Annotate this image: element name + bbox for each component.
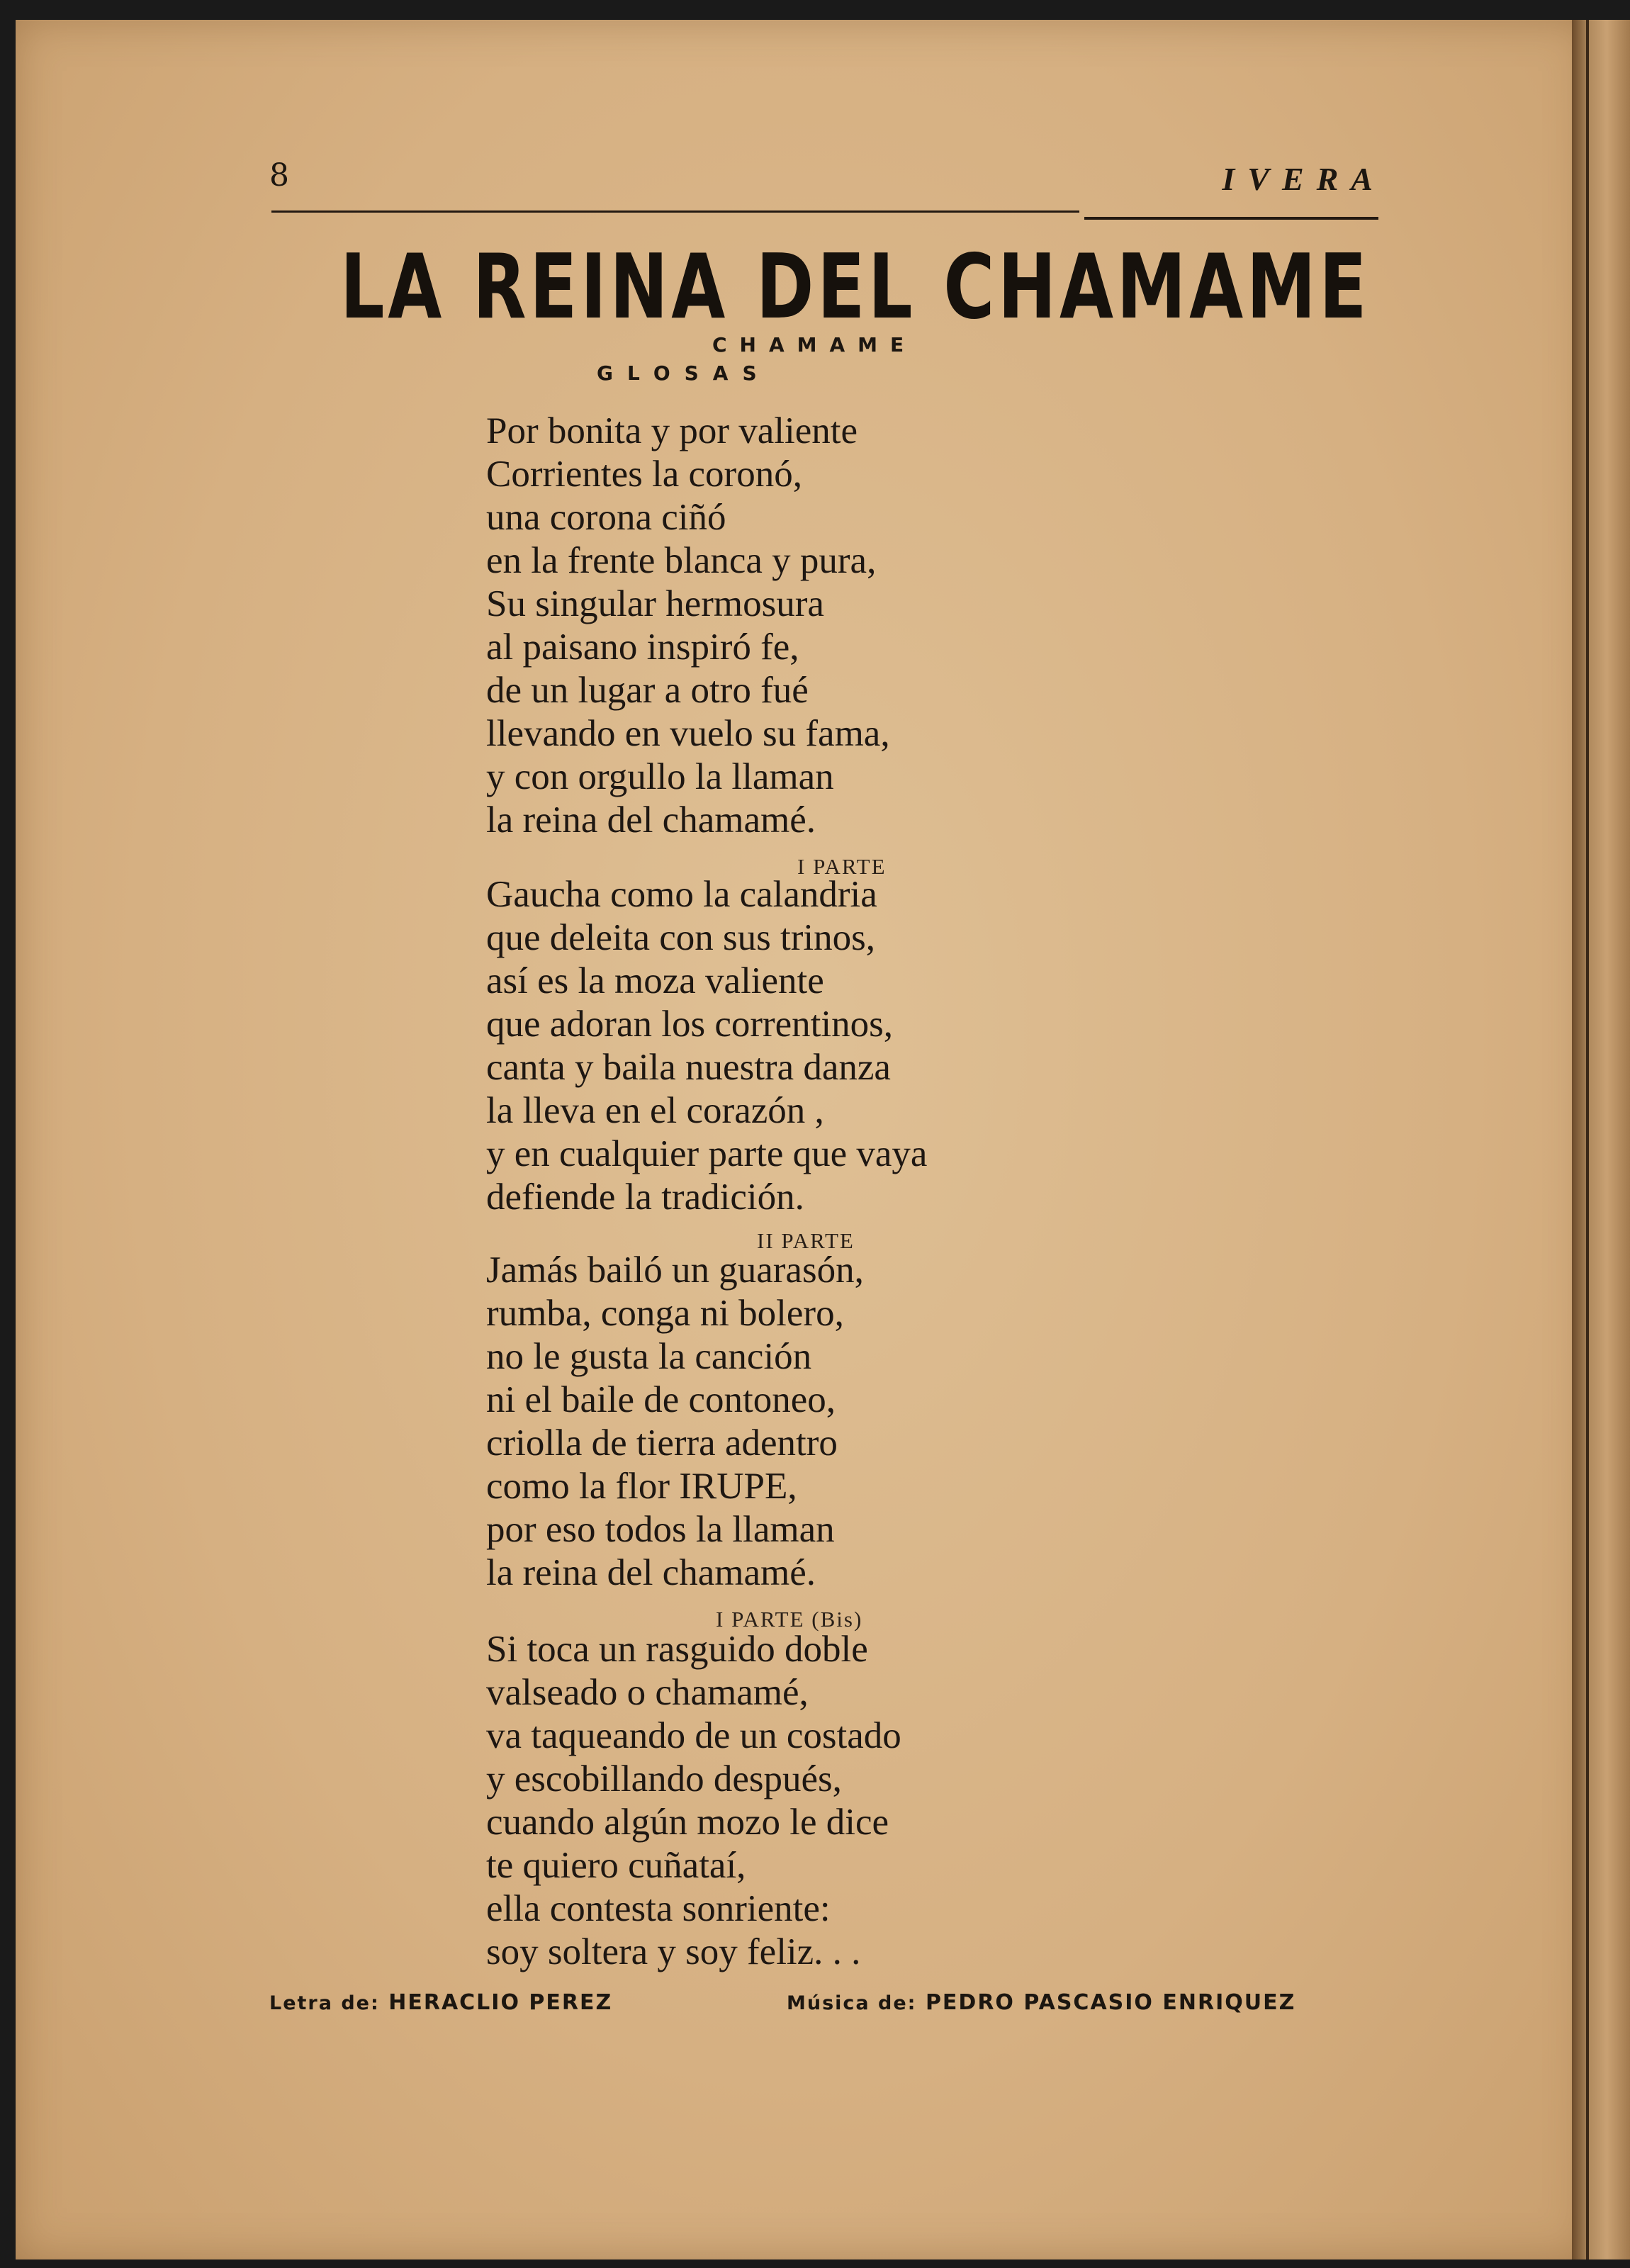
subgenre-label: GLOSAS (597, 361, 771, 385)
verse-line: Si toca un rasguido doble (486, 1629, 868, 1670)
verse-line: cuando algún mozo le dice (486, 1802, 889, 1843)
verse-line: y en cualquier parte que vaya (486, 1133, 928, 1174)
music-credit-label: Música de: (787, 1992, 917, 2014)
verse-line: que deleita con sus trinos, (486, 917, 876, 958)
verse-line: por eso todos la llaman (486, 1509, 835, 1550)
verse-line: canta y baila nuestra danza (486, 1047, 891, 1088)
verse-line: una corona ciñó (486, 497, 726, 538)
stanza-i-parte-bis (486, 1628, 1124, 1974)
song-title: LA REINA DEL CHAMAME (340, 235, 1371, 339)
binding-edge (1586, 20, 1589, 2259)
verse-line: que adoran los correntinos, (486, 1004, 893, 1045)
page-number: 8 (269, 157, 289, 193)
verse-line: defiende la tradición. (486, 1177, 804, 1218)
genre-label: CHAMAME (712, 333, 917, 357)
verse-line: como la flor IRUPE, (486, 1466, 797, 1507)
verse-line: en la frente blanca y pura, (486, 540, 877, 581)
verse-line: así es la moza valiente (486, 960, 824, 1001)
stanza-ii-parte (486, 1249, 1124, 1595)
publication-title: IVERA (1222, 161, 1386, 197)
verse-line: va taqueando de un costado (486, 1715, 901, 1756)
music-credit (787, 1990, 1295, 2015)
verse-line: llevando en vuelo su fama, (486, 713, 890, 754)
verse-line: criolla de tierra adentro (486, 1422, 838, 1464)
lyrics-credit-label: Letra de: (269, 1992, 380, 2014)
section-label-i-parte: I PARTE (797, 854, 887, 879)
verse-line: ni el baile de contoneo, (486, 1379, 836, 1420)
verse-line: Gaucha como la calandria (486, 874, 877, 915)
lyrics-credit-author: HERACLIO PEREZ (388, 1990, 613, 2015)
verse-line: y con orgullo la llaman (486, 756, 834, 797)
verse-line: y escobillando después, (486, 1758, 842, 1800)
header-rule-right (1084, 217, 1378, 220)
verse-line: Jamás bailó un guarasón, (486, 1250, 864, 1291)
verse-line: ella contesta sonriente: (486, 1888, 831, 1929)
verse-line: Corrientes la coronó, (486, 454, 802, 495)
verse-line: la reina del chamamé. (486, 1552, 816, 1593)
verse-line: Su singular hermosura (486, 583, 824, 624)
verse-line: la lleva en el corazón , (486, 1090, 824, 1131)
lyrics-credit (269, 1990, 612, 2015)
stanza-glosas (486, 410, 1124, 842)
section-label-ii-parte: II PARTE (757, 1228, 855, 1253)
verse-line: te quiero cuñataí, (486, 1845, 746, 1886)
verse-line: valseado o chamamé, (486, 1672, 809, 1713)
stanza-i-parte (486, 873, 1124, 1219)
verse-line: Por bonita y por valiente (486, 410, 858, 451)
music-credit-author: PEDRO PASCASIO ENRIQUEZ (925, 1990, 1296, 2015)
header-rule-left (271, 210, 1079, 213)
verse-line: no le gusta la canción (486, 1336, 812, 1377)
verse-line: rumba, conga ni bolero, (486, 1293, 844, 1334)
verse-line: de un lugar a otro fué (486, 670, 809, 711)
binding-spine (1572, 20, 1630, 2259)
verse-line: la reina del chamamé. (486, 799, 816, 841)
verse-line: al paisano inspiró fe, (486, 627, 799, 668)
section-label-i-parte-bis: I PARTE (Bis) (716, 1607, 863, 1632)
verse-line: soy soltera y soy feliz. . . (486, 1931, 861, 1972)
